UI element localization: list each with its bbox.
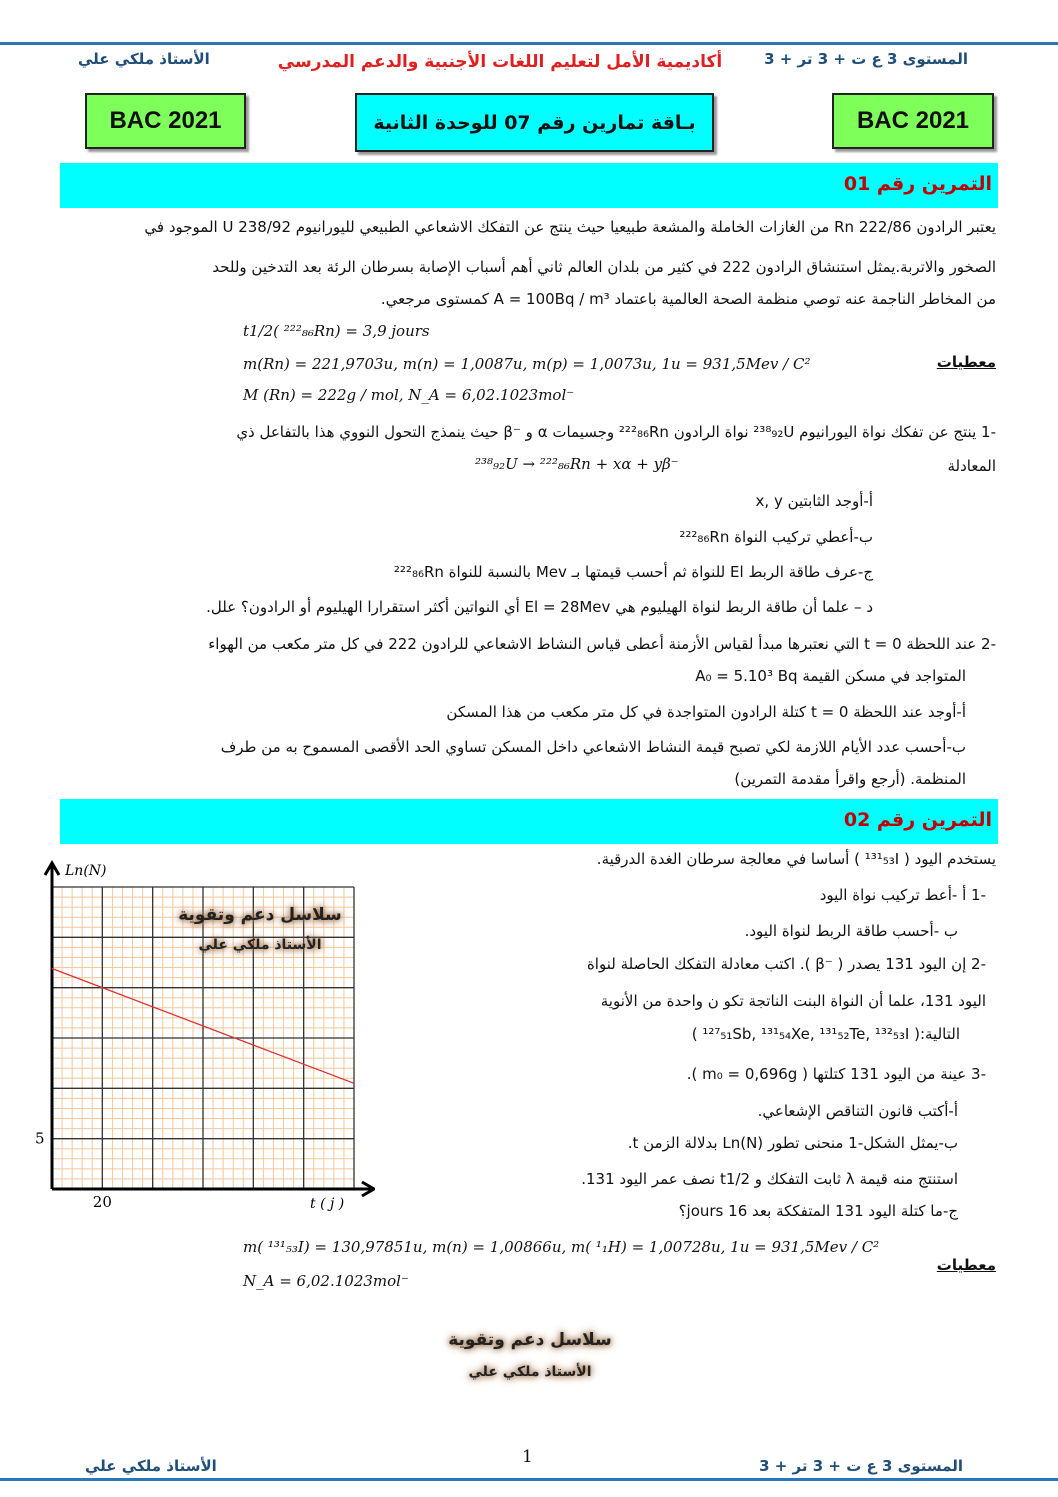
graph-watermark — [170, 905, 350, 953]
ex2-question-3b2: استنتج منه قيمة λ ثابت التفكك و t1/2 نصف عمر اليود 131. — [581, 1170, 958, 1188]
ex1-question-1a: أ-أوجد الثابتين x, y — [755, 492, 873, 510]
exercise-2-heading: التمرين رقم 02 — [843, 809, 992, 831]
exercise-2-heading-band — [60, 799, 998, 844]
exercise-1-heading: التمرين رقم 01 — [843, 173, 992, 195]
ex1-question-2a: أ-أوجد عند اللحظة t = 0 كتلة الرادون المتواجدة في كل متر مكعب من هذا المسكن — [446, 703, 966, 721]
watermark-line-2: الأستاذ ملكي علي — [468, 1364, 592, 1380]
ex1-equation: ²³⁸₉₂U → ²²²₈₆Rn + xα + yβ⁻ — [475, 455, 679, 473]
ex2-question-3a: أ-أكتب قانون التناقص الإشعاعي. — [757, 1102, 958, 1120]
ex2-intro: يستخدم اليود ( ¹³¹₅₃I ) أساسا في معالجة سرطان الغدة الدرقية. — [596, 850, 996, 868]
header-academy: أكاديمية الأمل لتعليم اللغات الأجنبية والدعم المدرسي — [277, 52, 723, 72]
ex2-question-1b: ب -أحسب طاقة الربط لنواة اليود. — [744, 922, 958, 940]
ex2-question-2: -2 إن اليود 131 يصدر ( ⁻β ). اكتب معادلة التفكك الحاصلة لنواة — [586, 955, 986, 973]
footer-watermark — [420, 1330, 640, 1380]
ex2-question-1a: -1 أ -أعط تركيب نواة اليود — [819, 886, 986, 904]
y-tick-label: 5 — [35, 1129, 45, 1148]
ex2-question-2-cont: اليود 131، علما أن النواة البنت الناتجة تكو ن واحدة من الأنوية — [600, 992, 986, 1010]
footer-level: المستوى 3 ع ت + 3 تر + 3 — [759, 1457, 963, 1475]
bac-badge-left: BAC 2021 — [85, 93, 246, 149]
header-teacher: الأستاذ ملكي علي — [78, 50, 210, 68]
ex2-question-3c: ج-ما كتلة اليود 131 المتفككة بعد 16 jours؟ — [678, 1202, 958, 1220]
top-rule — [0, 42, 1058, 45]
page-title: بـاقة تمارين رقم 07 للوحدة الثانية — [355, 93, 714, 152]
ex1-question-1c: ج-عرف طاقة الربط El للنواة ثم أحسب قيمتها بـ Mev بالنسبة للنواة ²²²₈₆Rn — [393, 563, 873, 581]
x-tick-label: 20 — [92, 1193, 112, 1211]
ex1-data-label: معطيات — [936, 353, 996, 371]
exercise-1-heading-band — [60, 163, 998, 208]
ex1-intro-line: من المخاطر الناجمة عنه توصي منظمة الصحة العالمية باعتماد A = 100Bq / m³ كمستوى مرجعي. — [380, 290, 996, 308]
footer-teacher: الأستاذ ملكي علي — [85, 1457, 217, 1475]
ex1-data-line: t1/2( ²²²₈₆Rn) = 3,9 jours — [243, 322, 430, 340]
y-axis-label: Ln(N) — [65, 863, 107, 879]
ex2-question-3b: ب-يمثل الشكل-1 منحنى تطور Ln(N) بدلالة الزمن t. — [627, 1134, 958, 1152]
ex2-question-2-list: التالية:( ¹²⁷₅₁Sb, ¹³¹₅₄Xe, ¹³¹₅₂Te, ¹³²₅₃I ) — [691, 1025, 960, 1043]
header-level: المستوى 3 ع ت + 3 تر + 3 — [764, 50, 968, 68]
ex1-question-2-cont: المتواجد في مسكن القيمة A₀ = 5.10³ Bq — [695, 667, 966, 685]
ex1-question-1-cont: المعادلة — [947, 457, 996, 475]
ex2-data-line: m( ¹³¹₅₃I) = 130,97851u, m(n) = 1,00866u, m( ¹₁H) = 1,00728u, 1u = 931,5Mev / C² — [243, 1238, 880, 1256]
ex1-question-2: -2 عند اللحظة t = 0 التي نعتبرها مبدأ لقياس الأزمنة أعطى قياس النشاط الاشعاعي للرادون 222 في كل متر مكعب من الهواء — [208, 635, 996, 653]
page-number: 1 — [522, 1447, 533, 1467]
watermark-line-2: الأستاذ ملكي علي — [198, 937, 322, 953]
ex1-question-1b: ب-أعطي تركيب النواة ²²²₈₆Rn — [679, 528, 873, 546]
bottom-rule — [0, 1478, 1058, 1481]
ex2-data-line: N_A = 6,02.1023mol⁻ — [243, 1272, 409, 1290]
ex1-data-line: m(Rn) = 221,9703u, m(n) = 1,0087u, m(p) = 1,0073u, 1u = 931,5Mev / C² — [243, 355, 811, 373]
watermark-line-1: سلاسل دعم وتقوية — [178, 905, 342, 925]
ex1-question-2b: ب-أحسب عدد الأيام اللازمة لكي تصبح قيمة النشاط الاشعاعي داخل المسكن تساوي الحد الأقصى المسموح به من طرف — [220, 738, 966, 756]
ex1-question-2b-cont: المنظمة. (أرجع واقرأ مقدمة التمرين) — [734, 770, 966, 788]
ex1-question-1: -1 ينتج عن تفكك نواة اليورانيوم ²³⁸₉₂U نواة الرادون ²²²₈₆Rn وجسيمات α و ⁻β حيث ينمذج التحول النووي هذا بالتفاعل ذي — [236, 423, 996, 441]
x-axis-label: t ( j ) — [310, 1196, 345, 1212]
ex2-data-label: معطيات — [936, 1256, 996, 1274]
ex1-intro-line: الصخور والاتربة.يمثل استنشاق الرادون 222 في كثير من بلدان العالم ثاني أهم أسباب الإصابة بسرطان الرئة بعد التدخين وللحد — [212, 258, 996, 276]
ex1-question-1d: د – علما أن طاقة الربط لنواة الهيليوم هي El = 28Mev أي النواتين أكثر استقرارا الهيليوم أو الرادون؟ علل. — [206, 598, 873, 616]
ex1-data-line: M (Rn) = 222g / mol, N_A = 6,02.1023mol⁻ — [243, 386, 575, 404]
ex2-question-3: -3 عينة من اليود 131 كتلتها ( m₀ = 0,696g ). — [686, 1065, 986, 1083]
bac-badge-right: BAC 2021 — [832, 93, 994, 149]
watermark-line-1: سلاسل دعم وتقوية — [448, 1330, 612, 1350]
ex1-intro-line: يعتبر الرادون Rn 222/86 من الغازات الخاملة والمشعة طبيعيا حيث ينتج عن التفكك الاشعاعي الطبيعي لليورانيوم U 238/92 الموجود في — [144, 218, 996, 236]
